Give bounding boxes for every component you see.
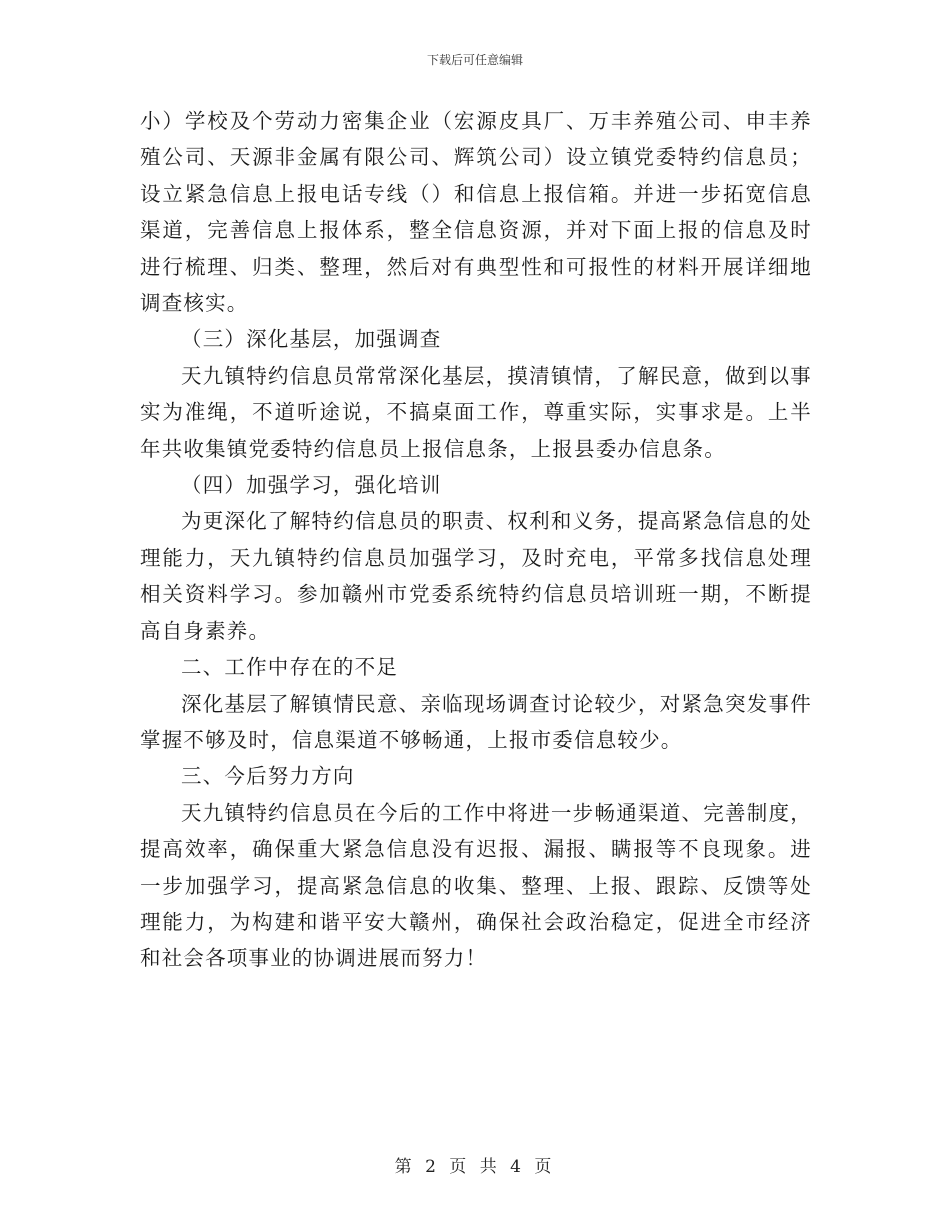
paragraph-investigation: 天九镇特约信息员常常深化基层，摸清镇情，了解民意，做到以事实为准绳，不道听途说，不搞桌面工作，尊重实际，实事求是。上半年共收集镇党委特约信息员上报信息条，上报县委办信息条。 [140, 363, 812, 461]
section-heading-shortcomings: 二、工作中存在的不足 [181, 655, 398, 680]
paragraph-training: 为更深化了解特约信息员的职责、权利和义务，提高紧急信息的处理能力，天九镇特约信息员加强学习，及时充电，平常多找信息处理相关资料学习。参加赣州市党委系统特约信息员培训班一期，不断提高自身素养。 [140, 509, 812, 643]
paragraph-continuation: 小）学校及个劳动力密集企业（宏源皮具厂、万丰养殖公司、申丰养殖公司、天源非金属有限公司、辉筑公司）设立镇党委特约信息员；设立紧急信息上报电话专线（）和信息上报信箱。并进一步拓宽信息渠道，完善信息上报体系，整全信息资源，并对下面上报的信息及时进行梳理、归类、整理，然后对有典型性和可报性的材料开展详细地调查核实。 [140, 109, 812, 316]
paragraph-shortcomings: 深化基层了解镇情民意、亲临现场调查讨论较少，对紧急突发事件掌握不够及时，信息渠道不够畅通，上报市委信息较少。 [140, 691, 812, 752]
section-heading-4: （四）加强学习，强化培训 [181, 473, 442, 498]
document-body [140, 103, 812, 977]
section-heading-3: （三）深化基层，加强调查 [181, 327, 442, 352]
section-heading-future: 三、今后努力方向 [181, 764, 355, 789]
page-header-note: 下载后可任意编辑 [426, 53, 523, 67]
paragraph-future: 天九镇特约信息员在今后的工作中将进一步畅通渠道、完善制度，提高效率，确保重大紧急信息没有迟报、漏报、瞒报等不良现象。进一步加强学习，提高紧急信息的收集、整理、上报、跟踪、反馈等处理能力，为构建和谐平安大赣州，确保社会政治稳定，促进全市经济和社会各项事业的协调进展而努力！ [140, 800, 812, 971]
page-number: 第 2 页 共 4 页 [394, 1157, 556, 1177]
